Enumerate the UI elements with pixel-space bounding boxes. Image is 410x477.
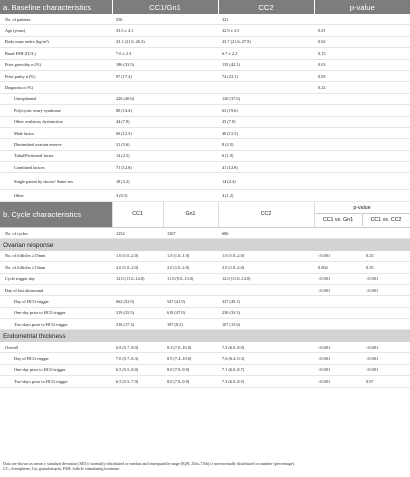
footnote-line-1: Data are shown as mean ± standard deviation (SD) if normally distributed or median and interquartile range (IQR: 25th–75th) if non-normally distributed or number (percentage). <box>3 461 296 466</box>
value-pvalue <box>314 173 410 190</box>
row-label: Day of last ultrasound <box>0 284 112 295</box>
table-row <box>0 82 410 93</box>
baseline-title: a. Baseline characteristics <box>0 0 112 14</box>
pvalue-cc1-vs-cc2: <0.001 <box>362 353 410 364</box>
section-row <box>0 330 410 342</box>
row-label: Cycle trigger day <box>0 273 112 284</box>
pvalue-cc1-vs-gn1 <box>314 296 362 307</box>
value-cc1: 662 (52.9) <box>112 296 163 307</box>
col-header-cc2: CC2 <box>218 0 314 14</box>
cycle-table <box>0 202 410 388</box>
value-cc1-gn1: 226 (40.6) <box>112 93 218 104</box>
col-header-gn1: Gn1 <box>163 202 218 228</box>
table-row <box>0 59 410 70</box>
value-cc1: 7.0 (5.7–8.3) <box>112 353 163 364</box>
cycles-label: No. of cycles <box>0 227 112 238</box>
table-row <box>0 284 410 295</box>
col-header-cc1: CC1 <box>112 202 163 228</box>
row-label: Combined factors <box>0 162 112 173</box>
value-pvalue: 0.05 <box>314 70 410 81</box>
value-cc1: 12.0 (11.0–14.0) <box>112 273 163 284</box>
value-cc1-gn1: 186 (33.5) <box>112 59 218 70</box>
row-label: Diagnosis n (%) <box>0 82 112 93</box>
row-label: Two-days prior to HCG-trigger <box>0 376 112 387</box>
pvalue-cc1-vs-cc2: 0.07 <box>362 376 410 387</box>
value-pvalue: 0.22 <box>314 82 410 93</box>
table-row <box>0 342 410 353</box>
value-gn1: 618 (47.0) <box>163 307 218 318</box>
section-row <box>0 239 410 251</box>
value-cc2: 63 (19.6) <box>218 105 314 116</box>
col-header-cc1-gn1: CC1/Gn1 <box>112 0 218 14</box>
row-label: No. of patients <box>0 14 112 25</box>
value-pvalue <box>314 162 410 173</box>
row-label: Other <box>0 190 112 201</box>
table-row <box>0 296 410 307</box>
value-cc2: 6.7 ± 2.2 <box>218 48 314 59</box>
table-row <box>0 162 410 173</box>
row-label: Age (years) <box>0 25 112 36</box>
value-cc1: 216 (17.3) <box>112 319 163 330</box>
col-header-cc2-b: CC2 <box>218 202 314 228</box>
row-label: One-day prior to HCG-trigger <box>0 307 112 318</box>
value-cc2: 7.2 (6.0–8.9) <box>218 342 314 353</box>
value-cc2: 7.1 (6.0–8.7) <box>218 364 314 375</box>
value-cc2: 1.0 (1.0–2.0) <box>218 251 314 262</box>
row-label: Polycystic ovary syndrome <box>0 105 112 116</box>
value-cc1 <box>112 284 163 295</box>
pvalue-cc1-vs-gn1: <0.001 <box>314 273 362 284</box>
value-cc2: 135 (42.1) <box>218 59 314 70</box>
value-cc2: 40 (12.5) <box>218 127 314 138</box>
value-cc1-gn1: 18 (3.2) <box>112 173 218 190</box>
table-row <box>0 307 410 318</box>
value-gn1: 8.0 (7.0–9.9) <box>163 364 218 375</box>
row-label: No. of follicles ≥13mm <box>0 262 112 273</box>
value-cc2: 25 (7.8) <box>218 116 314 127</box>
pvalue-cc1-vs-gn1: 0.004 <box>314 262 362 273</box>
pvalue-cc1-vs-gn1-header: CC1 vs. Gn1 <box>315 214 363 226</box>
row-label: Single parent by choice/ Same sex <box>0 173 112 190</box>
pvalue-cc1-vs-cc2: <0.001 <box>362 284 410 295</box>
value-cc2: 4 (1.2) <box>218 190 314 201</box>
pvalue-cc1-vs-gn1: <0.001 <box>314 376 362 387</box>
ovarian-response-title: Ovarian response <box>0 239 410 251</box>
row-label: Other ovulatory dysfunction <box>0 116 112 127</box>
endometrial-thickness-title: Endometrial thickness <box>0 330 410 342</box>
value-cc2: 7.2 (6.0–8.5) <box>218 376 314 387</box>
value-pvalue <box>314 14 410 25</box>
pvalue-cc1-vs-cc2 <box>362 296 410 307</box>
value-pvalue <box>314 127 410 138</box>
value-cc1: 1.0 (1.0–2.0) <box>112 251 163 262</box>
table-row <box>0 93 410 104</box>
value-pvalue: 0.01 <box>314 59 410 70</box>
value-cc1-gn1: 23.1 (21.0–26.3) <box>112 36 218 47</box>
row-label: No. of follicles ≥15mm <box>0 251 112 262</box>
table-row <box>0 364 410 375</box>
value-gn1: 107 (8.2) <box>163 319 218 330</box>
pvalue-cc1-vs-cc2: <0.001 <box>362 364 410 375</box>
row-label: Basal FSH (IU/L) <box>0 48 112 59</box>
value-cc2: 41 (12.8) <box>218 162 314 173</box>
row-label: Day of HCG-trigger <box>0 353 112 364</box>
table-row <box>0 25 410 36</box>
value-cc2 <box>218 284 314 295</box>
table-row <box>0 376 410 387</box>
value-cc1-gn1 <box>112 82 218 93</box>
pvalue-cc1-vs-gn1: <0.001 <box>314 364 362 375</box>
pvalue-cc1-vs-cc2: 0.35 <box>362 262 410 273</box>
table-row <box>0 48 410 59</box>
value-cc1: 6.8 (5.7–8.0) <box>112 342 163 353</box>
value-cc2: 120 (37.6) <box>218 93 314 104</box>
pvalue-cc1-vs-gn1 <box>314 319 362 330</box>
table-row <box>0 150 410 161</box>
cycles-cc2: 686 <box>218 227 314 238</box>
row-label: Tubal/Peritoneal factor <box>0 150 112 161</box>
pvalue-cc1-vs-cc2 <box>362 307 410 318</box>
table-row <box>0 116 410 127</box>
row-label: Male factor <box>0 127 112 138</box>
value-cc1-gn1: 7.0 ± 2.3 <box>112 48 218 59</box>
value-cc1-gn1: 71 (12.8) <box>112 162 218 173</box>
value-pvalue <box>314 105 410 116</box>
table-row <box>0 353 410 364</box>
table-row <box>0 14 410 25</box>
value-gn1: 8.0 (7.0–9.9) <box>163 376 218 387</box>
value-pvalue: 0.02 <box>314 36 410 47</box>
value-pvalue: 0.15 <box>314 48 410 59</box>
row-label: Unexplained <box>0 93 112 104</box>
pvalue-cc1-vs-gn1: <0.001 <box>314 342 362 353</box>
pvalue-cc1-vs-gn1: <0.001 <box>314 284 362 295</box>
value-gn1: 8.9 (7.4–10.0) <box>163 353 218 364</box>
row-label: One-day prior to HCG-trigger <box>0 364 112 375</box>
value-cc2: 8 (2.5) <box>218 139 314 150</box>
table-row <box>0 262 410 273</box>
table-row <box>0 173 410 190</box>
value-cc2: 230 (33.5) <box>218 307 314 318</box>
value-cc2: 2.0 (1.0–2.0) <box>218 262 314 273</box>
pvalue-header-group <box>314 202 410 228</box>
value-pvalue <box>314 150 410 161</box>
value-cc2: 14 (4.4) <box>218 173 314 190</box>
value-gn1: 2.0 (1.0–2.0) <box>163 262 218 273</box>
cycles-cc1: 1252 <box>112 227 163 238</box>
cycle-header-row <box>0 202 410 228</box>
table-row <box>0 70 410 81</box>
table-row <box>0 227 410 238</box>
value-gn1: 1.0 (1.0–1.0) <box>163 251 218 262</box>
value-cc2: 337 (49.1) <box>218 296 314 307</box>
table-row <box>0 273 410 284</box>
value-gn1 <box>163 284 218 295</box>
footnote-line-2: CC, clomiphene; Gn, gonadotropin; FSH, follicle stimulating hormone. <box>3 466 121 471</box>
baseline-table <box>0 0 410 202</box>
value-cc2: 7.6 (6.4–9.3) <box>218 353 314 364</box>
col-header-pvalue: p-value <box>314 0 410 14</box>
value-cc1: 319 (25.5) <box>112 307 163 318</box>
baseline-header-row <box>0 0 410 14</box>
pvalue-cc1-vs-cc2: <0.001 <box>362 273 410 284</box>
value-cc1-gn1: 556 <box>112 14 218 25</box>
table-row <box>0 251 410 262</box>
value-cc1-gn1: 80 (14.4) <box>112 105 218 116</box>
pvalue-cc1-vs-cc2-header: CC1 vs. CC2 <box>370 217 402 224</box>
value-cc1-gn1: 33.5 ± 4.1 <box>112 25 218 36</box>
row-label: Diminished ovarian reserve <box>0 139 112 150</box>
value-cc1: 6.5 (5.5–8.0) <box>112 364 163 375</box>
value-cc2: 74 (23.1) <box>218 70 314 81</box>
value-cc1-gn1: 44 (7.9) <box>112 116 218 127</box>
row-label: Day of HCG-trigger <box>0 296 112 307</box>
value-gn1: 11.0 (9.0–13.0) <box>163 273 218 284</box>
value-gn1: 8.3 (7.0–10.0) <box>163 342 218 353</box>
value-cc1: 2.0 (1.0–2.0) <box>112 262 163 273</box>
table-row <box>0 190 410 201</box>
pvalue-cc1-vs-cc2: <0.001 <box>362 342 410 353</box>
row-label: Prior gravidity n (%) <box>0 59 112 70</box>
value-cc2: 321 <box>218 14 314 25</box>
value-gn1: 547 (41.9) <box>163 296 218 307</box>
row-label: Overall <box>0 342 112 353</box>
row-label: Two-days prior to HCG-trigger <box>0 319 112 330</box>
value-pvalue <box>314 190 410 201</box>
pvalue-cc1-vs-cc2 <box>362 319 410 330</box>
value-pvalue <box>314 116 410 127</box>
pvalue-cc1-vs-gn1 <box>314 307 362 318</box>
cycles-gn1: 1307 <box>163 227 218 238</box>
value-cc1-gn1: 97 (17.4) <box>112 70 218 81</box>
value-cc2: 107 (15.6) <box>218 319 314 330</box>
value-cc1-gn1: 3 (0.5) <box>112 190 218 201</box>
table-row <box>0 139 410 150</box>
row-label: Body mass index (kg/m²) <box>0 36 112 47</box>
value-cc1-gn1: 14 (2.5) <box>112 150 218 161</box>
pvalue-cc1-vs-gn1: <0.001 <box>314 251 362 262</box>
table-row <box>0 127 410 138</box>
value-cc2 <box>218 82 314 93</box>
value-cc1-gn1: 31 (5.6) <box>112 139 218 150</box>
value-cc2: 6 (1.9) <box>218 150 314 161</box>
value-cc1-gn1: 69 (12.5) <box>112 127 218 138</box>
table-row <box>0 105 410 116</box>
table-row <box>0 36 410 47</box>
cycle-title: b. Cycle characteristics <box>0 202 112 228</box>
row-label: Prior parity n (%) <box>0 70 112 81</box>
value-cc1: 6.5 (5.5–7.9) <box>112 376 163 387</box>
pvalue-header: p-value <box>353 204 371 211</box>
value-cc2: 23.7 (21.6–27.9) <box>218 36 314 47</box>
value-pvalue: 0.01 <box>314 25 410 36</box>
value-pvalue <box>314 93 410 104</box>
pvalue-cc1-vs-cc2: 0.25 <box>362 251 410 262</box>
value-cc2: 12.0 (11.0–14.0) <box>218 273 314 284</box>
pvalue-cc1-vs-gn1: <0.001 <box>314 353 362 364</box>
value-cc2: 32.9 ± 3.5 <box>218 25 314 36</box>
table-row <box>0 319 410 330</box>
value-pvalue <box>314 139 410 150</box>
footnote <box>3 461 407 471</box>
